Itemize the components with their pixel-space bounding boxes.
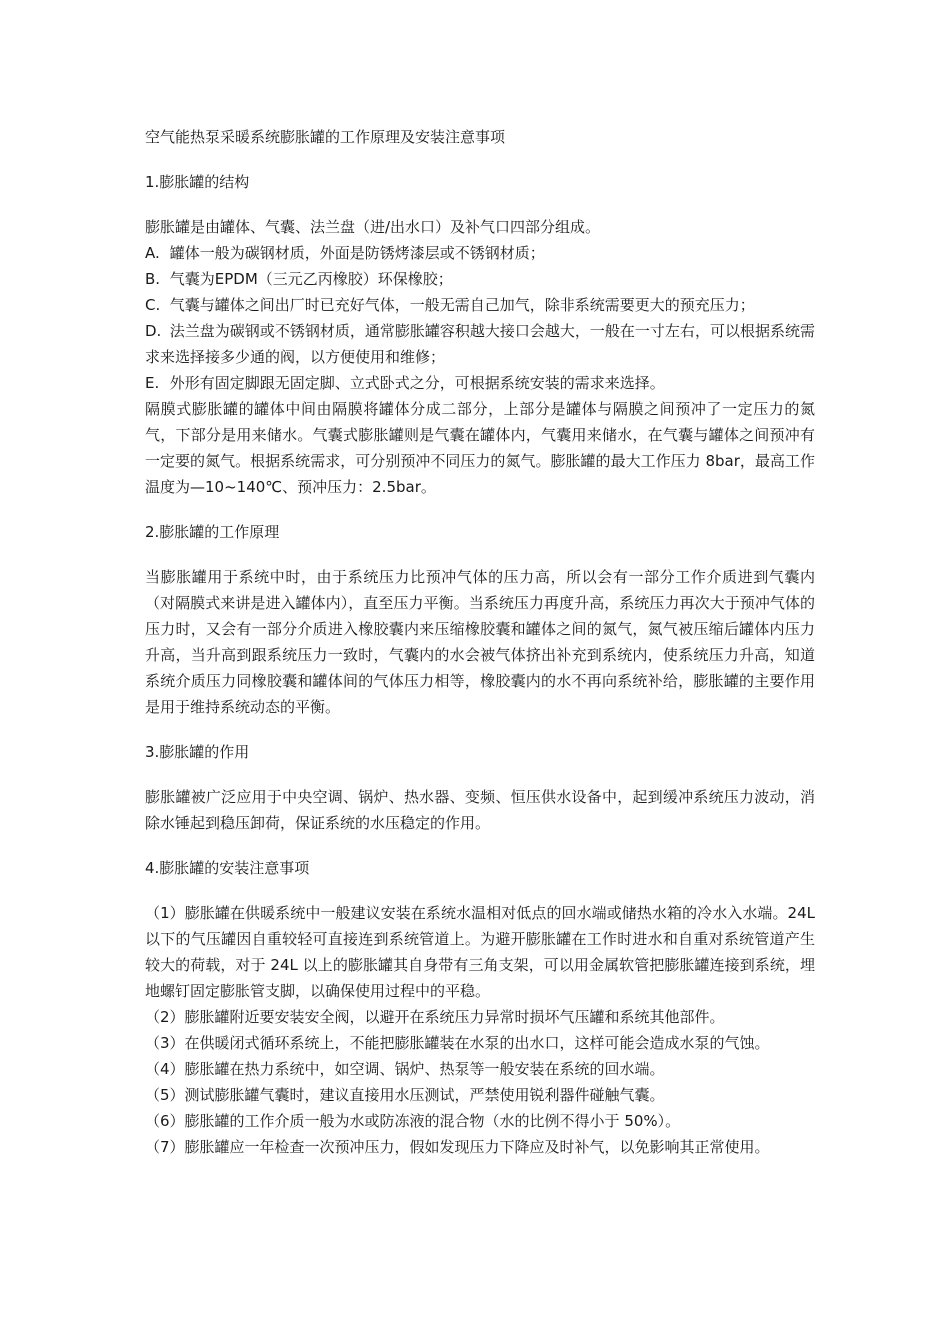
document-title: 空气能热泵采暖系统膨胀罐的工作原理及安装注意事项 <box>145 128 506 146</box>
list-item-text: 膨胀罐应一年检查一次预冲压力，假如发现压力下降应及时补气，以免影响其正常使用。 <box>184 1138 770 1156</box>
list-marker: （5） <box>145 1086 185 1104</box>
list-item <box>145 318 815 370</box>
list-item-text: 膨胀罐在供暖系统中一般建议安装在系统水温相对低点的回水端或储热水箱的冷水入水端。24L 以下的气压罐因自重较轻可直接连到系统管道上。为避开膨胀罐在工作时进水和自重对系统管道产生较大的荷载，对于 24L 以上的膨胀罐其自身带有三角支架，可以用金属软管把膨胀罐连接到系统，埋地螺钉固定膨胀管支脚，以确保使用过程中的平稳。 <box>145 904 816 1000</box>
list-marker: （7） <box>145 1138 185 1156</box>
list-item-text: 膨胀罐在热力系统中，如空调、锅炉、热泵等一般安装在系统的回水端。 <box>184 1060 665 1078</box>
list-marker: A. <box>145 244 160 262</box>
list-item <box>145 1030 815 1056</box>
list-item <box>145 1056 815 1082</box>
section-heading-structure: 1.膨胀罐的结构 <box>145 173 250 191</box>
structure-intro: 膨胀罐是由罐体、气囊、法兰盘（进/出水口）及补气口四部分组成。 <box>145 218 601 236</box>
principle-body: 当膨胀罐用于系统中时，由于系统压力比预冲气体的压力高，所以会有一部分工作介质进到气囊内（对隔膜式来讲是进入罐体内），直至压力平衡。当系统压力再度升高，系统压力再次大于预冲气体的压力时，又会有一部分介质进入橡胶囊内来压缩橡胶囊和罐体之间的氮气，氮气被压缩后罐体内压力升高，当升高到跟系统压力一致时，气囊内的水会被气体挤出补充到系统内，使系统压力升高，知道系统介质压力同橡胶囊和罐体间的气体压力相等，橡胶囊内的水不再向系统补给，膨胀罐的主要作用是用于维持系统动态的平衡。 <box>145 568 815 716</box>
list-item-text: 法兰盘为碳钢或不锈钢材质，通常膨胀罐容积越大接口会越大，一般在一寸左右，可以根据系统需求来选择接多少通的阀，以方便使用和维修； <box>145 322 815 366</box>
list-item-text: 膨胀罐的工作介质一般为水或防冻液的混合物（水的比例不得小于 50%）。 <box>184 1112 681 1130</box>
list-marker: （2） <box>145 1008 185 1026</box>
list-item-text: 测试膨胀罐气囊时，建议直接用水压测试，严禁使用锐利器件碰触气囊。 <box>184 1086 665 1104</box>
list-marker: D. <box>145 322 162 340</box>
list-marker: （1） <box>145 904 185 922</box>
list-item <box>145 900 815 1004</box>
list-marker: C. <box>145 296 161 314</box>
section-heading-principle: 2.膨胀罐的工作原理 <box>145 523 280 541</box>
section-heading-installation: 4.膨胀罐的安装注意事项 <box>145 859 310 877</box>
list-marker: （6） <box>145 1112 185 1130</box>
list-item <box>145 1134 815 1160</box>
list-marker: （3） <box>145 1034 185 1052</box>
list-marker: B. <box>145 270 161 288</box>
section-divider <box>145 720 815 739</box>
list-item <box>145 1108 815 1134</box>
list-item <box>145 1082 815 1108</box>
list-marker: E. <box>145 374 160 392</box>
list-item-text: 膨胀罐附近要安装安全阀，以避开在系统压力异常时损坏气压罐和系统其他部件。 <box>184 1008 725 1026</box>
section-divider <box>145 500 815 519</box>
list-item-text: 外形有固定脚跟无固定脚、立式卧式之分，可根据系统安装的需求来选择。 <box>169 374 665 392</box>
list-item <box>145 1004 815 1030</box>
list-marker: （4） <box>145 1060 185 1078</box>
function-body: 膨胀罐被广泛应用于中央空调、锅炉、热水器、变频、恒压供水设备中，起到缓冲系统压力波动，消除水锤起到稳压卸荷，保证系统的水压稳定的作用。 <box>145 788 815 832</box>
list-item <box>145 266 815 292</box>
structure-list <box>145 240 815 396</box>
structure-body: 隔膜式膨胀罐的罐体中间由隔膜将罐体分成二部分，上部分是罐体与隔膜之间预冲了一定压力的氮气，下部分是用来储水。气囊式膨胀罐则是气囊在罐体内，气囊用来储水，在气囊与罐体之间预冲有一定要的氮气。根据系统需求，可分别预冲不同压力的氮气。膨胀罐的最大工作压力 8bar，最高工作温度为—10~140℃、预冲压力：2.5bar。 <box>145 400 815 496</box>
list-item-text: 在供暖闭式循环系统上，不能把膨胀罐装在水泵的出水口，这样可能会造成水泵的气蚀。 <box>184 1034 770 1052</box>
installation-list <box>145 900 815 1160</box>
list-item <box>145 240 815 266</box>
section-heading-function: 3.膨胀罐的作用 <box>145 743 250 761</box>
section-divider <box>145 836 815 855</box>
list-item-text: 气囊与罐体之间出厂时已充好气体，一般无需自己加气，除非系统需要更大的预充压力； <box>169 296 755 314</box>
list-item-text: 罐体一般为碳钢材质，外面是防锈烤漆层或不锈钢材质； <box>169 244 545 262</box>
list-item <box>145 370 815 396</box>
list-item <box>145 292 815 318</box>
list-item-text: 气囊为EPDM（三元乙丙橡胶）环保橡胶； <box>169 270 453 288</box>
document-content <box>145 124 815 1160</box>
